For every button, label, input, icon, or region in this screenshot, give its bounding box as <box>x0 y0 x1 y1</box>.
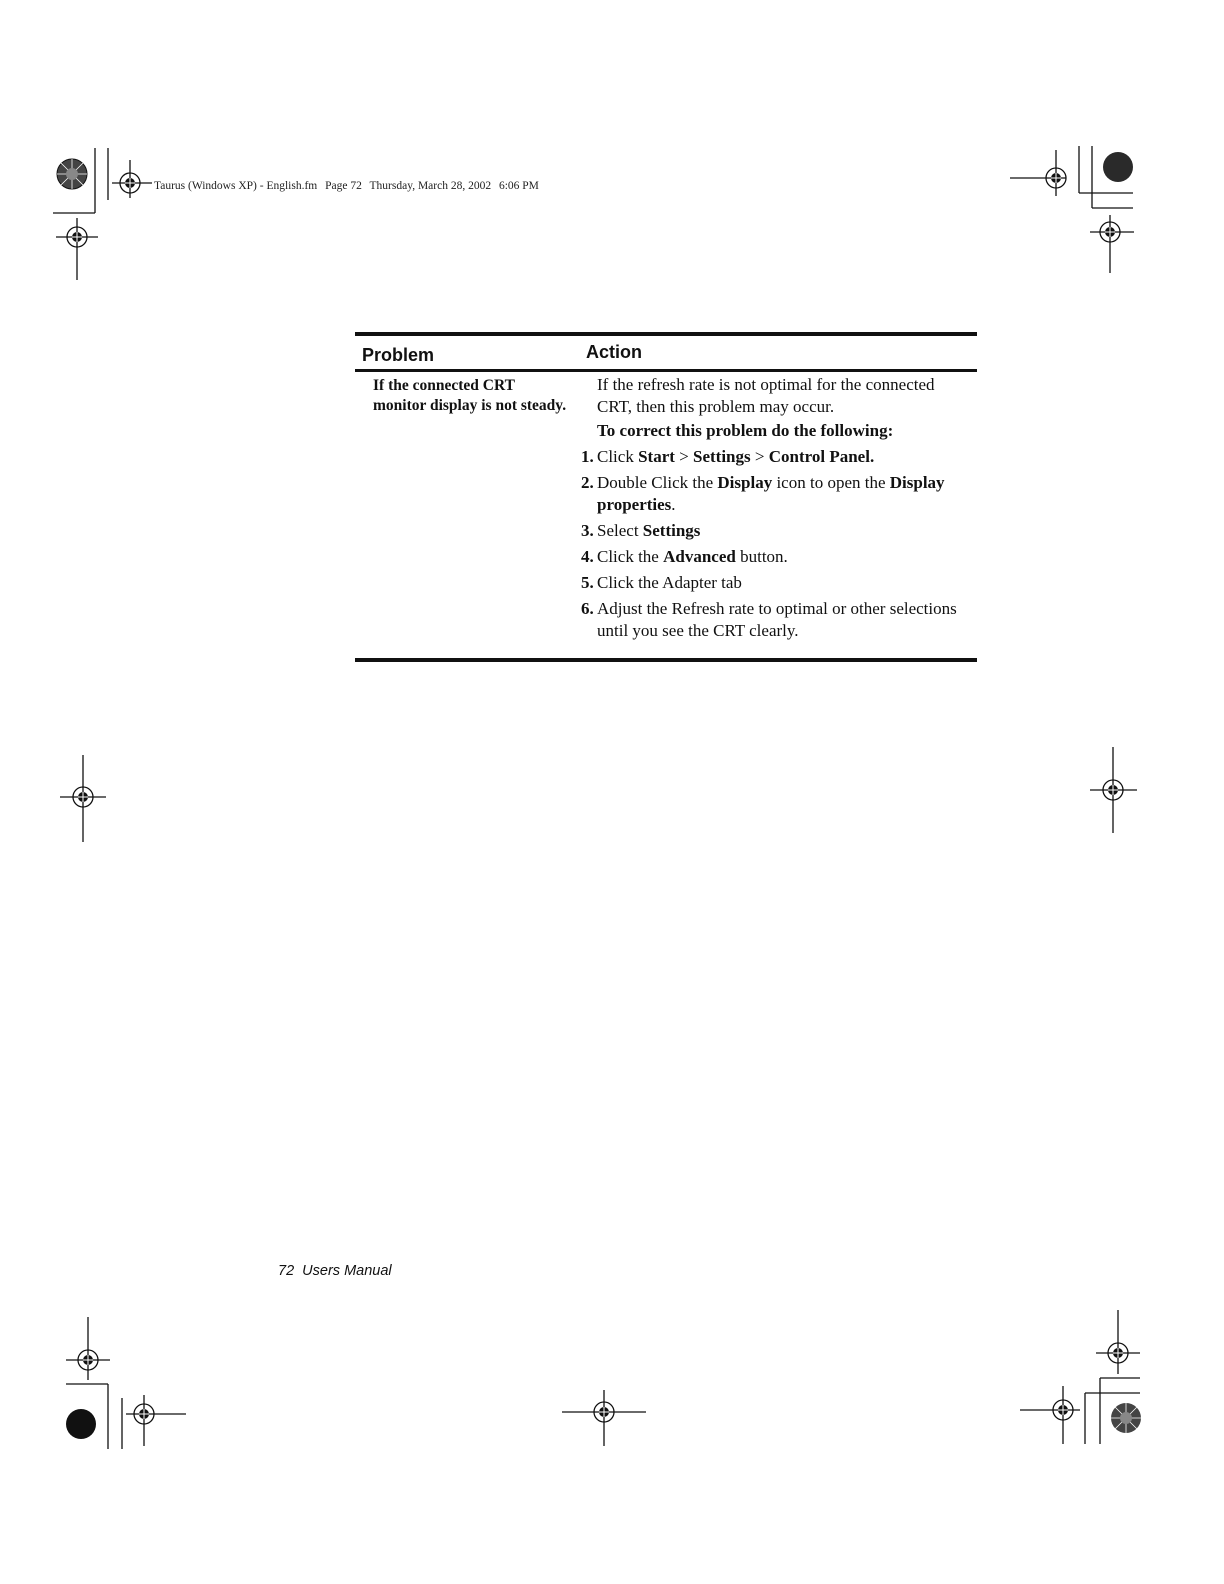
footer-title: Users Manual <box>302 1263 392 1279</box>
step-number: 5. <box>581 573 594 592</box>
step-text: button. <box>735 547 788 566</box>
step-1 <box>581 446 981 468</box>
page-footer <box>278 1263 396 1279</box>
steps-list <box>581 446 981 642</box>
step-bold: Start <box>638 447 675 466</box>
step-text: Select <box>597 521 643 540</box>
table-bottom-rule <box>355 658 977 662</box>
troubleshooting-table <box>355 332 977 662</box>
step-number: 2. <box>581 473 594 492</box>
header-time: 6:06 PM <box>498 180 539 192</box>
step-bold: Settings <box>642 521 701 540</box>
correct-heading: To correct this problem do the following: <box>597 421 894 440</box>
action-intro <box>597 374 981 418</box>
step-number: 3. <box>581 521 594 540</box>
step-text: . <box>671 495 676 514</box>
action-intro-line-1: If the refresh rate is not optimal for the connected <box>597 375 935 394</box>
header-date: Thursday, March 28, 2002 <box>369 180 492 192</box>
step-number: 6. <box>581 599 594 618</box>
print-header <box>154 180 544 192</box>
step-number: 4. <box>581 547 594 566</box>
action-cell <box>581 374 981 646</box>
problem-line-2: monitor display is not steady. <box>373 397 567 414</box>
header-filename: Taurus (Windows XP) - English.fm <box>154 180 318 192</box>
problem-line-1: If the connected CRT <box>373 377 515 394</box>
step-text: icon to open the <box>772 473 890 492</box>
header-problem: Problem <box>362 345 435 365</box>
step-text: > <box>674 447 694 466</box>
action-intro-line-2: CRT, then this problem may occur. <box>597 397 835 416</box>
step-3 <box>581 520 981 542</box>
page-number: 72 <box>278 1263 295 1279</box>
step-text: > <box>750 447 769 466</box>
table-header-row <box>355 336 977 369</box>
step-text: Click the Adapter tab <box>597 573 742 592</box>
header-page: Page 72 <box>325 180 362 192</box>
step-text: Click the <box>597 547 664 566</box>
step-5 <box>581 572 981 594</box>
step-text: Double Click the <box>597 473 718 492</box>
step-bold: Advanced <box>663 547 736 566</box>
problem-cell <box>373 376 583 416</box>
step-4 <box>581 546 981 568</box>
step-bold: Control Panel. <box>768 447 875 466</box>
step-number: 1. <box>581 447 594 466</box>
step-2 <box>581 472 981 516</box>
header-action: Action <box>586 342 642 362</box>
step-bold: Display <box>717 473 773 492</box>
step-text: Adjust the Refresh rate to optimal or other selections until you see the CRT clearly. <box>597 599 957 640</box>
step-6 <box>581 598 981 642</box>
step-bold: Settings <box>693 447 751 466</box>
step-bold: Display properties <box>597 473 945 514</box>
table-row <box>355 372 977 650</box>
step-text: Click <box>597 447 639 466</box>
